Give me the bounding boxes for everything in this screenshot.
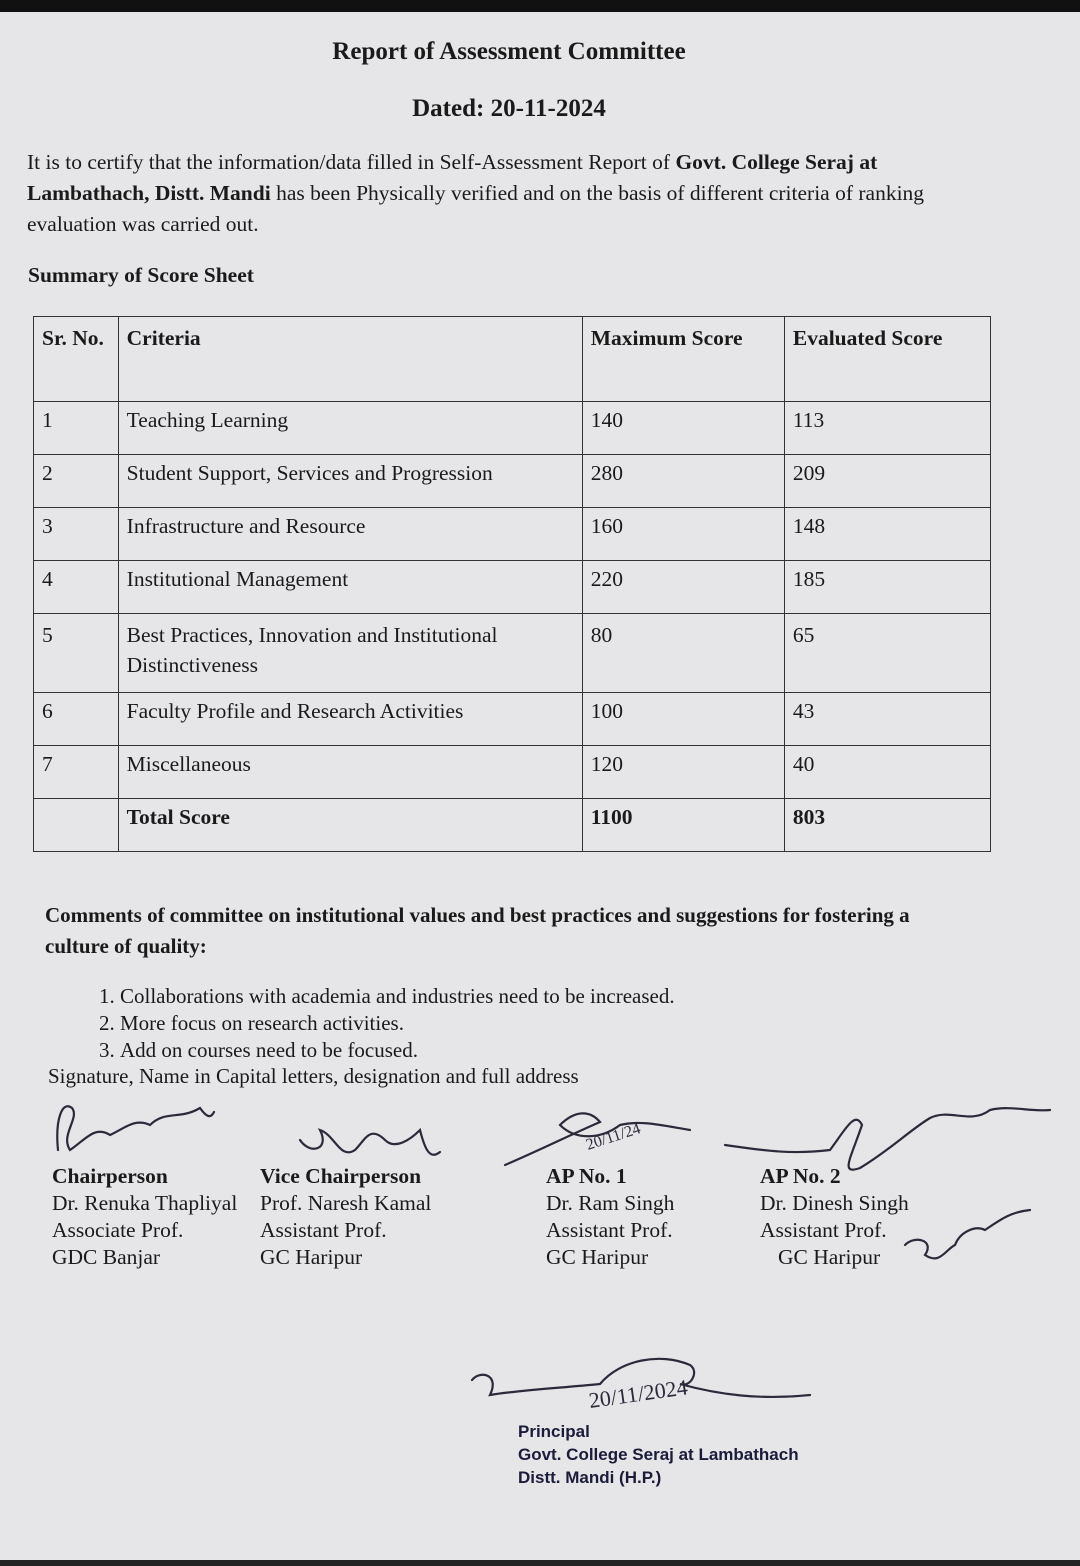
principal-stamp [518, 1420, 799, 1489]
ap1-handwritten-date: 20/11/24 [583, 1120, 643, 1154]
total-label: Total Score [118, 799, 582, 852]
header-max-score: Maximum Score [582, 317, 784, 402]
signatory-role: Chairperson [52, 1164, 168, 1188]
signatory-address: GC Haripur [778, 1245, 881, 1269]
bottom-edge [0, 1560, 1080, 1566]
row-sr: 4 [34, 561, 119, 614]
row-criteria: Teaching Learning [118, 402, 582, 455]
signatory-name: Dr. Dinesh Singh [760, 1191, 909, 1215]
signatory-designation: Associate Prof. [52, 1218, 184, 1242]
principal-handwritten-date: 20/11/2024 [587, 1374, 690, 1413]
row-sr: 1 [34, 402, 119, 455]
signatory-designation: Assistant Prof. [760, 1218, 887, 1242]
signatory-role: Vice Chairperson [260, 1164, 422, 1188]
principal-title: Principal [518, 1422, 590, 1441]
row-max: 220 [582, 561, 784, 614]
signatory-address: GDC Banjar [52, 1245, 161, 1269]
row-criteria: Faculty Profile and Research Activities [118, 693, 582, 746]
college-name: Govt. College Seraj at Lambathach, Distt. Mandi [27, 150, 878, 205]
header-evaluated-score: Evaluated Score [784, 317, 990, 402]
summary-heading: Summary of Score Sheet [28, 263, 254, 287]
signatory-name: Prof. Naresh Kamal [260, 1191, 432, 1215]
row-criteria: Institutional Management [118, 561, 582, 614]
signatory-designation: Assistant Prof. [260, 1218, 387, 1242]
signatory-address: GC Haripur [546, 1245, 649, 1269]
signature-instruction: Signature, Name in Capital letters, designation and full address [48, 1064, 579, 1088]
list-item: 2. More focus on research activities. [120, 1010, 675, 1037]
ap2-initials [905, 1210, 1030, 1258]
row-sr: 6 [34, 693, 119, 746]
list-item: 1. Collaborations with academia and industries need to be increased. [120, 983, 675, 1010]
row-evaluated: 113 [784, 402, 990, 455]
row-evaluated: 40 [784, 746, 990, 799]
row-evaluated: 185 [784, 561, 990, 614]
principal-district: Distt. Mandi (H.P.) [518, 1468, 662, 1487]
row-criteria: Miscellaneous [118, 746, 582, 799]
row-sr: 3 [34, 508, 119, 561]
signatory-ap2 [760, 1163, 909, 1271]
intro-text-1: It is to certify that the information/data filled in Self-Assessment Report of [27, 150, 676, 174]
signatory-ap1 [546, 1163, 674, 1271]
signatory-role: AP No. 1 [546, 1164, 627, 1188]
row-criteria: Best Practices, Innovation and Institutional Distinctiveness [118, 614, 582, 693]
row-sr: 5 [34, 614, 119, 693]
signatory-designation: Assistant Prof. [546, 1218, 673, 1242]
row-evaluated: 209 [784, 455, 990, 508]
document-date: Dated: 20-11-2024 [412, 95, 606, 122]
header-sr-no: Sr. No. [34, 317, 119, 402]
row-max: 80 [582, 614, 784, 693]
document-title: Report of Assessment Committee [332, 38, 686, 65]
row-evaluated: 43 [784, 693, 990, 746]
signatory-vice-chairperson [260, 1163, 431, 1271]
vice-chair-signature [300, 1130, 440, 1155]
total-max: 1100 [582, 799, 784, 852]
signatory-address: GC Haripur [260, 1245, 363, 1269]
row-max: 160 [582, 508, 784, 561]
list-item: 3. Add on courses need to be focused. [120, 1037, 675, 1064]
row-criteria: Student Support, Services and Progression [118, 455, 582, 508]
row-criteria: Infrastructure and Resource [118, 508, 582, 561]
row-evaluated: 148 [784, 508, 990, 561]
signatory-chairperson [52, 1163, 237, 1271]
row-max: 120 [582, 746, 784, 799]
ap2-signature [725, 1108, 1050, 1170]
intro-text-2: has been Physically verified and on the basis of different criteria of ranking evaluation was carried out. [27, 181, 925, 236]
row-max: 280 [582, 455, 784, 508]
total-evaluated: 803 [784, 799, 990, 852]
comments-heading: Comments of committee on institutional values and best practices and suggestions for fostering a culture of quality: [45, 903, 910, 958]
row-max: 100 [582, 693, 784, 746]
row-sr: 7 [34, 746, 119, 799]
row-sr: 2 [34, 455, 119, 508]
chairperson-signature [57, 1106, 214, 1150]
signatory-name: Dr. Ram Singh [546, 1191, 675, 1215]
principal-college: Govt. College Seraj at Lambathach [518, 1445, 799, 1464]
row-max: 140 [582, 402, 784, 455]
signatory-role: AP No. 2 [760, 1164, 841, 1188]
signatory-name: Dr. Renuka Thapliyal [52, 1191, 238, 1215]
header-criteria: Criteria [118, 317, 582, 402]
row-evaluated: 65 [784, 614, 990, 693]
